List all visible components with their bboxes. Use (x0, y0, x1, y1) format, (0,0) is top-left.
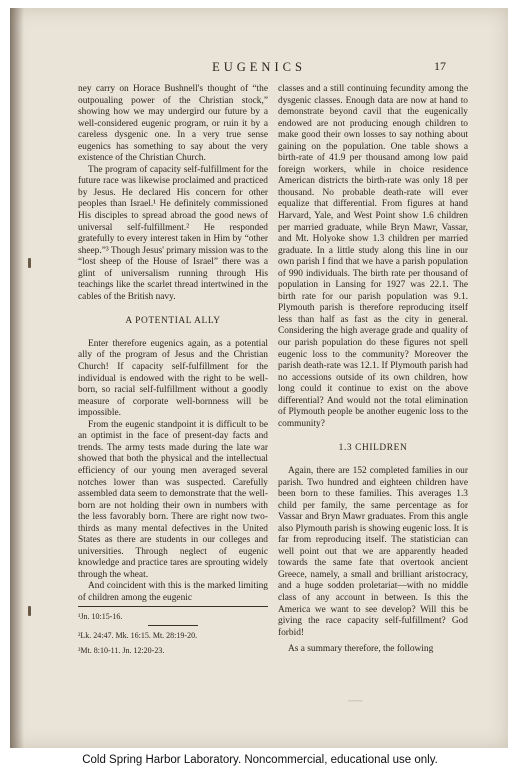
footnote: ²Lk. 24:47. Mk. 16:15. Mt. 28:19-20. (78, 630, 198, 640)
paragraph: Enter therefore eugenics again, as a potential ally of the program of Jesus and the Christian Church! If capacity self-fulfillment for the individual is endowed with the right to be well-born, so racial self-fulfillment without a goodly measure of corporate well-bornness will be impossible. (78, 338, 268, 419)
paragraph: Again, there are 152 completed families in our parish. Two hundred and eighteen children have been born to these families. This averages 1.3 child per family, the same percentage as for Vassar and Bryn Mawr graduates. From this angle also Plymouth parish is showing eugenic loss. It is far from reproducing itself. The statistician can well point out that we are apparently headed towards the same fate that overtook ancient Greece, namely, a small and brilliant aristocracy, and a huge sodden proletariat—with no middle class of any account in between. Is this the America we want to see develop? Will this be giving the race capacity self-fulfillment? God forbid! (278, 465, 468, 638)
paragraph: From the eugenic standpoint it is difficult to be an optimist in the face of present-day facts and trends. The army tests made during the late war showed that both the physical and the intellectual efficiency of our young men averaged several notches lower than was suspected. Carefully assembled data seem to demonstrate that the well-born are not holding their own in numbers with the less favorably born. There are right now two-thirds as many mental defectives in the United States as there are students in our colleges and universities. Through neglect of eugenic knowledge and practice tares are sprouting widely through the wheat. (78, 419, 268, 580)
paragraph: ney carry on Horace Bushnell's thought of “the outpoualing power of the Christian stock,” showing how we may undergird our future by a well-considered eugenic program, or ruin it by a careless dysgenic one. In a very true sense eugenics has something to say about the very existence of the Christian Church. (78, 84, 268, 164)
paragraph: As a summary therefore, the following (288, 644, 434, 655)
footnote: ³Mt. 8:10-11. Jn. 12:20-23. (78, 645, 165, 655)
footnote: ¹Jn. 10:15-16. (78, 611, 123, 621)
footnote-divider (148, 625, 198, 626)
page-number: 17 (434, 59, 446, 73)
paragraph: The program of capacity self-fulfillment for the future race was likewise proclaimed and practiced by Jesus. He declared His concern for other peoples than Israel.¹ He definitely commissioned His disciples to spread abroad the good news of universal self-fulfillment.² He responded gratefully to every interest taken in Him by “other sheep.”³ Though Jesus' primary mission was to the “lost sheep of the House of Israel” there was a glint of universalism running through His teachings like the scarlet thread intertwined in the cables of the British navy. (78, 164, 268, 302)
footnote-divider (78, 606, 268, 607)
binding-shadow (10, 8, 24, 748)
binding-mark (28, 606, 31, 616)
right-column (278, 84, 468, 656)
section-heading: A POTENTIAL ALLY (125, 316, 221, 327)
paragraph: And coincident with this is the marked limiting of children among the eugenic (78, 581, 268, 603)
archive-credit: Cold Spring Harbor Laboratory. Noncommercial, educational use only. (82, 754, 438, 766)
document-page (10, 8, 508, 748)
left-column (78, 84, 268, 656)
binding-mark (28, 258, 31, 268)
faint-pencil-mark: ~~~ (348, 696, 363, 706)
running-header: EUGENICS (212, 60, 306, 74)
section-heading: 1.3 CHILDREN (338, 443, 408, 454)
paragraph: classes and a still continuing fecundity among the dysgenic classes. Enough data are now at hand to demonstrate beyond cavil that the eugenically endowed are not producing enough children to make good their own losses to say nothing about gaining on the population. One table shows a birth-rate of 41.9 per thousand among low paid foreign workers, while in choice residence American districts the birth-rate was only 18 per thousand. No probable death-rate will ever equalize that differential. From figures at hand Harvard, Yale, and West Point show 1.6 children per married graduate, while Bryn Mawr, Vassar, and Mt. Holyoke show 1.3 children per married graduate. In a little study along this line in our own parish I find that we have a parish population of 990 individuals. The birth rate per thousand of population in Lansing for 1927 was 22.1. The birth rate for our parish population was 9.1. Plymouth parish is therefore reproducing itself less than half as fast as the city in general. Considering the high average grade and quality of our parish population do these figures not spell eugenic loss to the community? Moreover the parish death-rate was 12.1. If Plymouth parish had no accessions outside of its own children, how long could it continue to exist on the above differential? And would not the total elimination of Plymouth people be another eugenic loss to the community? (278, 84, 468, 429)
